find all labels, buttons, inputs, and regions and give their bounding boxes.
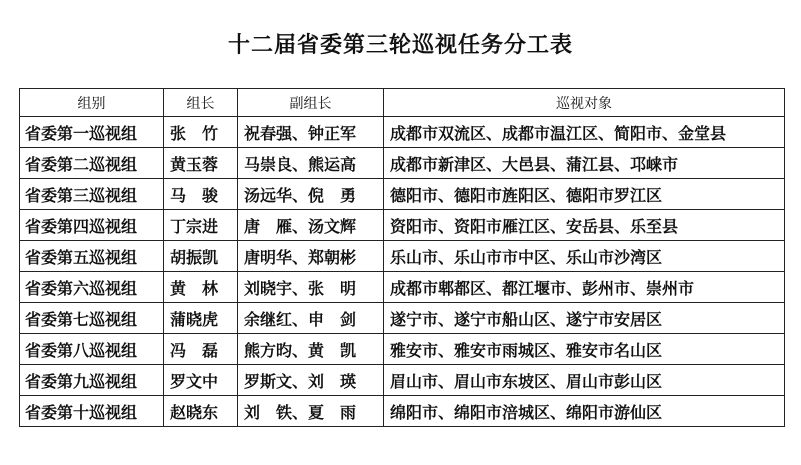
- cell-deputy: 余继红、申 剑: [238, 303, 384, 334]
- cell-group: 省委第八巡视组: [20, 334, 164, 365]
- cell-leader: 赵晓东: [164, 396, 238, 427]
- page-title: 十二届省委第三轮巡视任务分工表: [227, 33, 573, 58]
- table-row: [20, 117, 785, 148]
- cell-leader: 冯 磊: [164, 334, 238, 365]
- cell-targets: 资阳市、资阳市雁江区、安岳县、乐至县: [384, 210, 785, 241]
- header-group: 组别: [20, 89, 164, 117]
- cell-targets: 乐山市、乐山市市中区、乐山市沙湾区: [384, 241, 785, 272]
- cell-deputy: 马崇良、熊运高: [238, 148, 384, 179]
- cell-group: 省委第三巡视组: [20, 179, 164, 210]
- cell-group: 省委第一巡视组: [20, 117, 164, 148]
- table-row: [20, 365, 785, 396]
- table-row: [20, 241, 785, 272]
- cell-deputy: 祝春强、钟正军: [238, 117, 384, 148]
- cell-targets: 成都市双流区、成都市温江区、简阳市、金堂县: [384, 117, 785, 148]
- cell-targets: 绵阳市、绵阳市涪城区、绵阳市游仙区: [384, 396, 785, 427]
- cell-targets: 德阳市、德阳市旌阳区、德阳市罗江区: [384, 179, 785, 210]
- cell-leader: 马 骏: [164, 179, 238, 210]
- cell-deputy: 刘 铁、夏 雨: [238, 396, 384, 427]
- cell-leader: 胡振凯: [164, 241, 238, 272]
- cell-group: 省委第二巡视组: [20, 148, 164, 179]
- cell-leader: 张 竹: [164, 117, 238, 148]
- table-row: [20, 303, 785, 334]
- cell-leader: 黄 林: [164, 272, 238, 303]
- header-leader: 组长: [164, 89, 238, 117]
- cell-targets: 遂宁市、遂宁市船山区、遂宁市安居区: [384, 303, 785, 334]
- cell-deputy: 唐明华、郑朝彬: [238, 241, 384, 272]
- header-targets: 巡视对象: [384, 89, 785, 117]
- cell-targets: 成都市新津区、大邑县、蒲江县、邛崃市: [384, 148, 785, 179]
- cell-group: 省委第五巡视组: [20, 241, 164, 272]
- cell-deputy: 熊方昀、黄 凯: [238, 334, 384, 365]
- cell-group: 省委第九巡视组: [20, 365, 164, 396]
- cell-targets: 雅安市、雅安市雨城区、雅安市名山区: [384, 334, 785, 365]
- header-deputy: 副组长: [238, 89, 384, 117]
- cell-leader: 罗文中: [164, 365, 238, 396]
- cell-deputy: 唐 雁、汤文辉: [238, 210, 384, 241]
- cell-leader: 丁宗进: [164, 210, 238, 241]
- cell-group: 省委第十巡视组: [20, 396, 164, 427]
- table-row: [20, 334, 785, 365]
- table-row: [20, 272, 785, 303]
- table-row: [20, 396, 785, 427]
- table-row: [20, 210, 785, 241]
- cell-targets: 眉山市、眉山市东坡区、眉山市彭山区: [384, 365, 785, 396]
- table-row: [20, 179, 785, 210]
- cell-deputy: 汤远华、倪 勇: [238, 179, 384, 210]
- cell-deputy: 刘晓宇、张 明: [238, 272, 384, 303]
- cell-leader: 蒲晓虎: [164, 303, 238, 334]
- cell-deputy: 罗斯文、刘 瑛: [238, 365, 384, 396]
- cell-targets: 成都市郫都区、都江堰市、彭州市、崇州市: [384, 272, 785, 303]
- task-table: [19, 88, 785, 427]
- table-header-row: [20, 89, 785, 117]
- table-row: [20, 148, 785, 179]
- cell-group: 省委第六巡视组: [20, 272, 164, 303]
- cell-leader: 黄玉蓉: [164, 148, 238, 179]
- cell-group: 省委第七巡视组: [20, 303, 164, 334]
- cell-group: 省委第四巡视组: [20, 210, 164, 241]
